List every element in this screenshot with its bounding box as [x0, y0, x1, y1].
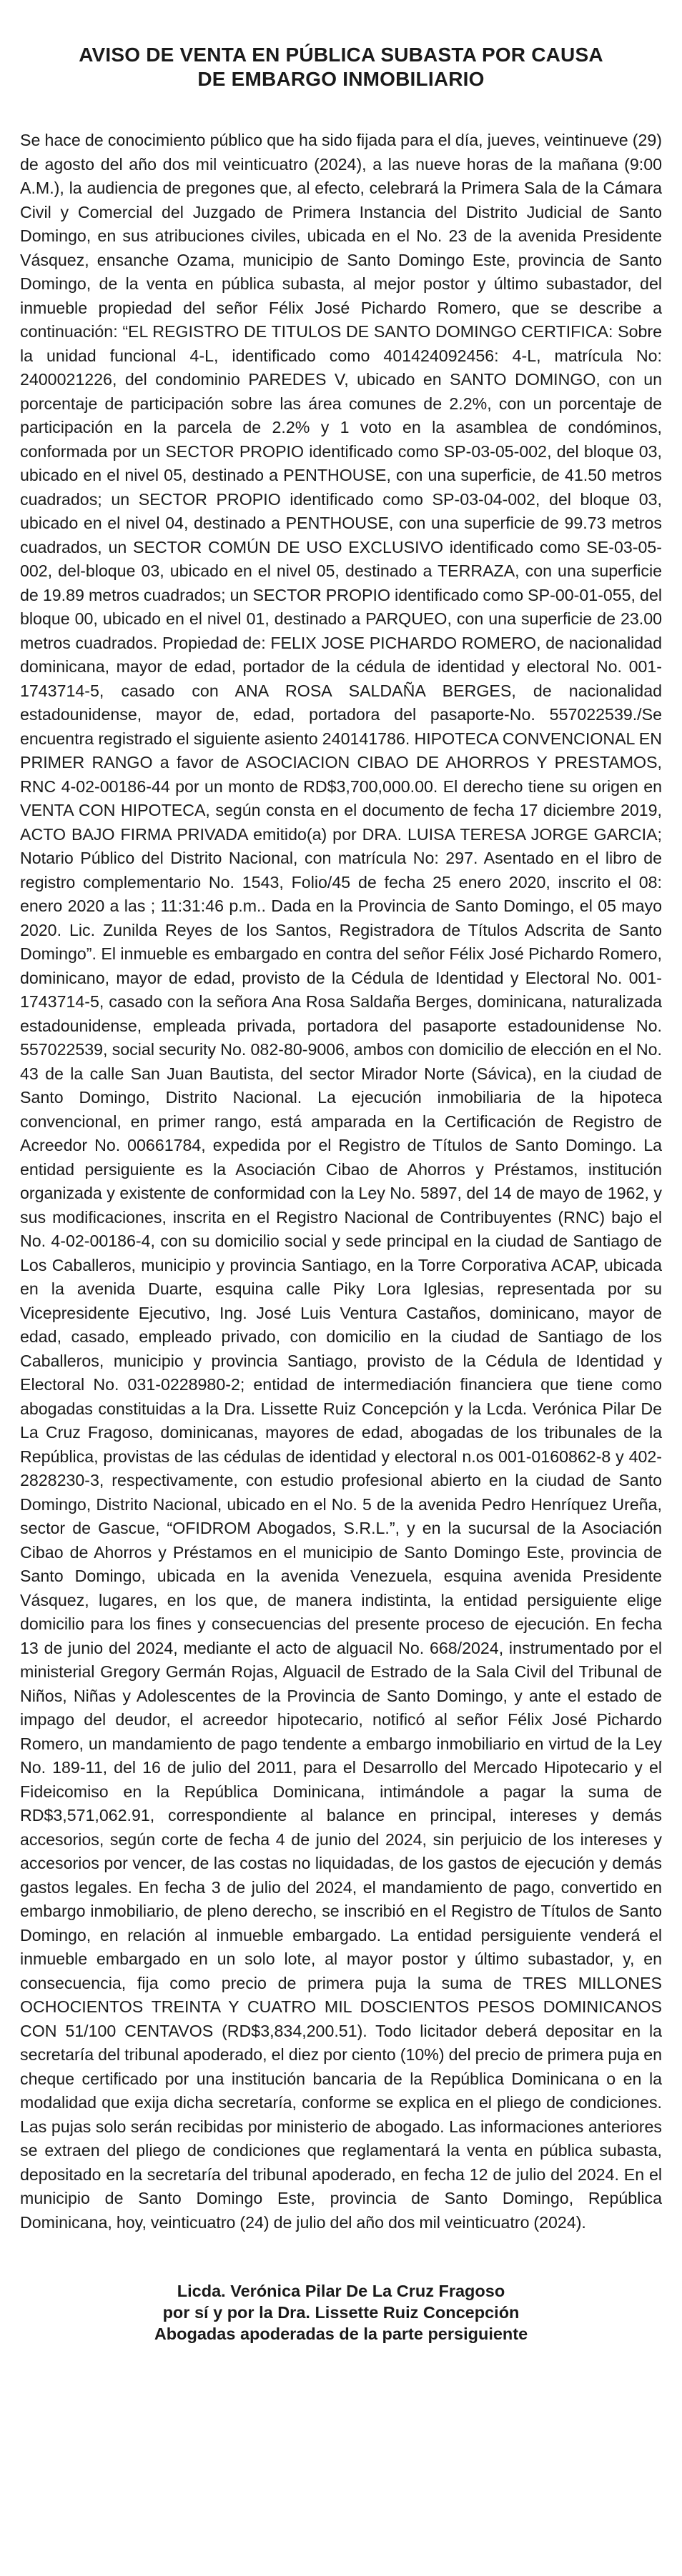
- notice-title: [20, 43, 662, 91]
- notice-title-line-2: DE EMBARGO INMOBILIARIO: [197, 68, 485, 90]
- signature-block: [20, 2280, 662, 2345]
- notice-body: Se hace de conocimiento público que ha sido fijada para el día, jueves, veintinueve (29) de agosto del año dos mil veinticuatro (2024), a las nueve horas de la mañana (9:00 A.M.), la audiencia de pregones que, al efecto, celebrará la Primera Sala de la Cámara Civil y Comercial del Juzgado de Primera Instancia del Distrito Judicial de Santo Domingo, en sus atribuciones civiles, ubicada en el No. 23 de la avenida Presidente Vásquez, ensanche Ozama, municipio de Santo Domingo Este, provincia de Santo Domingo, de la venta en pública subasta, al mejor postor y último subastador, del inmueble propiedad del señor Félix José Pichardo Romero, que se describe a continuación: “EL REGISTRO DE TITULOS DE SANTO DOMINGO CERTIFICA: Sobre la unidad funcional 4-L, identificado como 401424092456: 4-L, matrícula No: 2400021226, del condominio PAREDES V, ubicado en SANTO DOMINGO, con un porcentaje de participación sobre las área comunes de 2.2%, con un porcentaje de participación en la parcela de 2.2% y 1 voto en la asamblea de condóminos, conformada por un SECTOR PROPIO identificado como SP-03-05-002, del bloque 03, ubicado en el nivel 05, destinado a PENTHOUSE, con una superficie, de 41.50 metros cuadrados; un SECTOR PROPIO identificado como SP-03-04-002, del bloque 03, ubicado en el nivel 04, destinado a PENTHOUSE, con una superficie de 99.73 metros cuadrados, un SECTOR COMÚN DE USO EXCLUSIVO identificado como SE-03-05-002, del-bloque 03, ubicado en el nivel 05, destinado a TERRAZA, con una superficie de 19.89 metros cuadrados; un SECTOR PROPIO identificado como SP-00-01-055, del bloque 00, ubicado en el nivel 01, destinado a PARQUEO, con una superficie de 23.00 metros cuadrados. Propiedad de: FELIX JOSE PICHARDO ROMERO, de nacionalidad dominicana, mayor de edad, portador de la cédula de identidad y electoral No. 001-1743714-5, casado con ANA ROSA SALDAÑA BERGES, de nacionalidad estadounidense, mayor de, edad, portadora del pasaporte-No. 557022539./Se encuentra registrado el siguiente asiento 240141786. HIPOTECA CONVENCIONAL EN PRIMER RANGO a favor de ASOCIACION CIBAO DE AHORROS Y PRESTAMOS, RNC 4-02-00186-44 por un monto de RD$3,700,000.00. El derecho tiene su origen en VENTA CON HIPOTECA, según consta en el documento de fecha 17 diciembre 2019, ACTO BAJO FIRMA PRIVADA emitido(a) por DRA. LUISA TERESA JORGE GARCIA; Notario Público del Distrito Nacional, con matrícula No: 297. Asentado en el libro de registro complementario No. 1543, Folio/45 de fecha 25 enero 2020, inscrito el 08: enero 2020 a las ; 11:31:46 p.m.. Dada en la Provincia de Santo Domingo, el 05 mayo 2020. Lic. Zunilda Reyes de los Santos, Registradora de Títulos Adscrita de Santo Domingo”. El inmueble es embargado en contra del señor Félix José Pichardo Romero, dominicano, mayor de edad, provisto de la Cédula de Identidad y Electoral No. 001-1743714-5, casado con la señora Ana Rosa Saldaña Berges, dominicana, naturalizada estadounidense, empleada privada, portadora del pasaporte estadounidense No. 557022539, social security No. 082-80-9006, ambos con domicilio de elección en el No. 43 de la calle San Juan Bautista, del sector Mirador Norte (Sávica), en la ciudad de Santo Domingo, Distrito Nacional. La ejecución inmobiliaria de la hipoteca convencional, en primer rango, está amparada en la Certificación de Registro de Acreedor No. 00661784, expedida por el Registro de Títulos de Santo Domingo. La entidad persiguiente es la Asociación Cibao de Ahorros y Préstamos, institución organizada y existente de conformidad con la Ley No. 5897, del 14 de mayo de 1962, y sus modificaciones, inscrita en el Registro Nacional de Contribuyentes (RNC) bajo el No. 4-02-00186-4, con su domicilio social y sede principal en la ciudad de Santiago de Los Caballeros, municipio y provincia Santiago, en la Torre Corporativa ACAP, ubicada en la avenida Duarte, esquina calle Piky Lora Iglesias, representada por su Vicepresidente Ejecutivo, Ing. José Luis Ventura Castaños, dominicano, mayor de edad, casado, empleado privado, con domicilio en la ciudad de Santiago de los Caballeros, municipio y provincia Santiago, provisto de la Cédula de Identidad y Electoral No. 031-0228980-2; entidad de intermediación financiera que tiene como abogadas constituidas a la Dra. Lissette Ruiz Concepción y la Lcda. Verónica Pilar De La Cruz Fragoso, dominicanas, mayores de edad, abogadas de los tribunales de la República, provistas de las cédulas de identidad y electoral n.os 001-0160862-8 y 402-2828230-3, respectivamente, con estudio profesional abierto en la ciudad de Santo Domingo, Distrito Nacional, ubicado en el No. 5 de la avenida Pedro Henríquez Ureña, sector de Gascue, “OFIDROM Abogados, S.R.L.”, y en la sucursal de la Asociación Cibao de Ahorros y Préstamos en el municipio de Santo Domingo Este, provincia de Santo Domingo, ubicada en la avenida Venezuela, esquina avenida Presidente Vásquez, lugares, en los que, de manera indistinta, la entidad persiguiente elige domicilio para los fines y consecuencias del presente proceso de ejecución. En fecha 13 de junio del 2024, mediante el acto de alguacil No. 668/2024, instrumentado por el ministerial Gregory Germán Rojas, Alguacil de Estrado de la Sala Civil del Tribunal de Niños, Niñas y Adolescentes de la Provincia de Santo Domingo, y ante el estado de impago del deudor, el acreedor hipotecario, notificó al señor Félix José Pichardo Romero, un mandamiento de pago tendente a embargo inmobiliario en virtud de la Ley No. 189-11, del 16 de julio del 2011, para el Desarrollo del Mercado Hipotecario y el Fideicomiso en la República Dominicana, intimándole a pagar la suma de RD$3,571,062.91, correspondiente al balance en principal, intereses y demás accesorios, según corte de fecha 4 de junio del 2024, sin perjuicio de los intereses y accesorios por vencer, de las costas no liquidadas, de los gastos de ejecución y demás gastos legales. En fecha 3 de julio del 2024, el mandamiento de pago, convertido en embargo inmobiliario, de pleno derecho, se inscribió en el Registro de Títulos de Santo Domingo, en relación al inmueble embargado. La entidad persiguiente venderá el inmueble embargado en un solo lote, al mayor postor y último subastador, y, en consecuencia, fija como precio de primera puja la suma de TRES MILLONES OCHOCIENTOS TREINTA Y CUATRO MIL DOSCIENTOS PESOS DOMINICANOS CON 51/100 CENTAVOS (RD$3,834,200.51). Todo licitador deberá depositar en la secretaría del tribunal apoderado, el diez por ciento (10%) del precio de primera puja en cheque certificado por una institución bancaria de la República Dominicana o en la modalidad que exija dicha secretaría, conforme se explica en el pliego de condiciones. Las pujas solo serán recibidas por ministerio de abogado. Las informaciones anteriores se extraen del pliego de condiciones que reglamentará la venta en pública subasta, depositado en la secretaría del tribunal apoderado, en fecha 12 de julio del 2024. En el municipio de Santo Domingo Este, provincia de Santo Domingo, República Dominicana, hoy, veinticuatro (24) de julio del año dos mil veinticuatro (2024).: [20, 131, 662, 2232]
- signature-line-1: Licda. Verónica Pilar De La Cruz Fragoso: [177, 2282, 505, 2300]
- notice-title-line-1: AVISO DE VENTA EN PÚBLICA SUBASTA POR CAUSA: [79, 44, 603, 66]
- signature-line-3: Abogadas apoderadas de la parte persiguiente: [154, 2325, 528, 2343]
- signature-line-2: por sí y por la Dra. Lissette Ruiz Concepción: [162, 2303, 520, 2322]
